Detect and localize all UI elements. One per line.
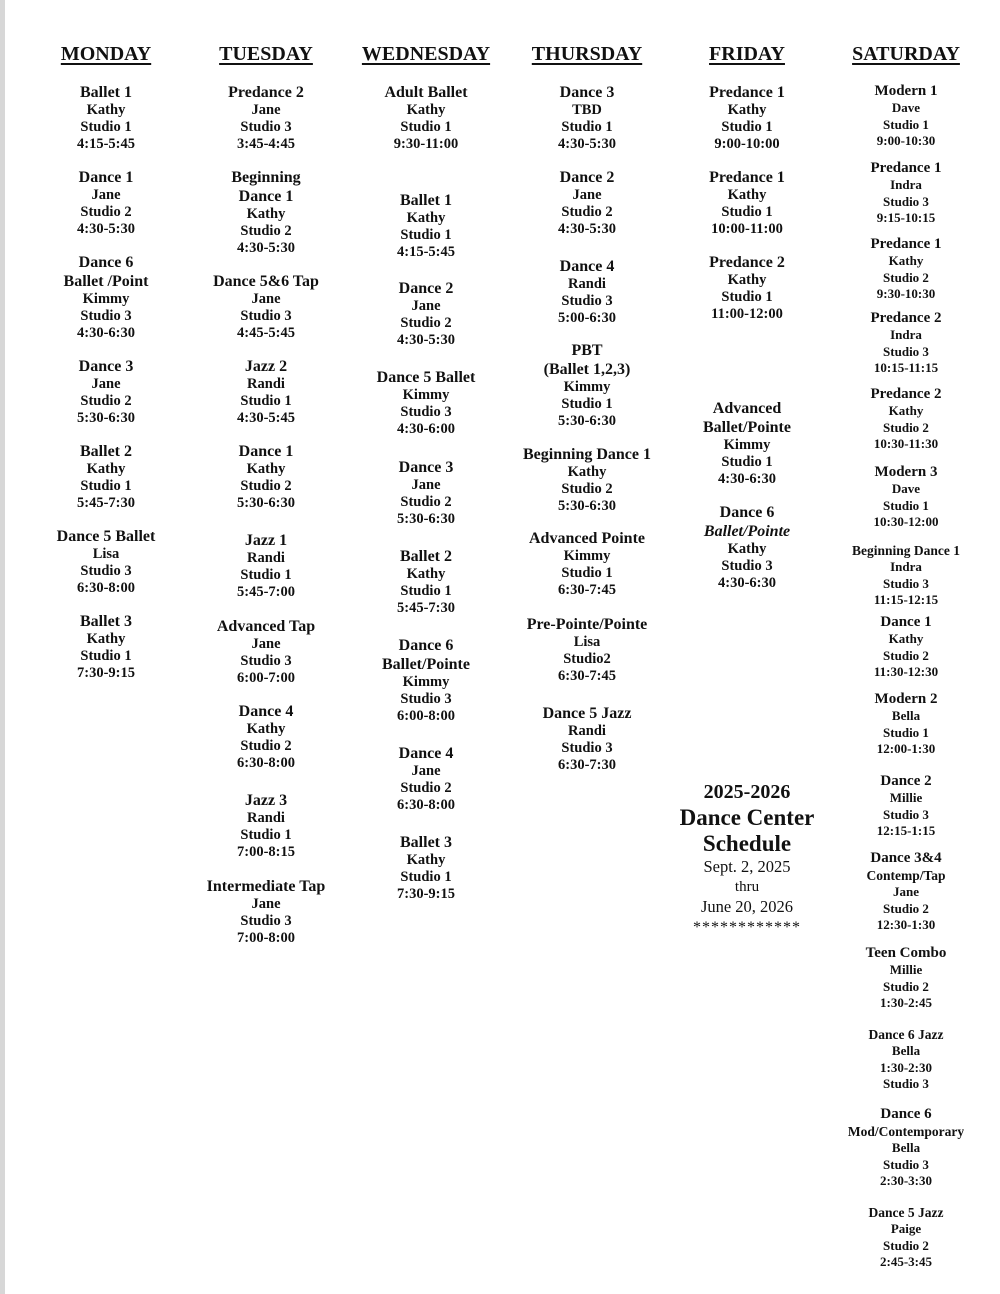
class-block: [512, 529, 662, 599]
class-instructor: Kimmy: [402, 674, 450, 690]
class-block: [682, 253, 812, 323]
class-title: Predance 1: [709, 84, 785, 101]
class-instructor: Kathy: [727, 272, 767, 288]
schedule-title-line2: Schedule: [702, 831, 792, 856]
class-room: Studio 3: [240, 653, 292, 669]
class-instructor: Jane: [411, 298, 441, 314]
class-title: Dance 3&4: [870, 850, 942, 866]
class-title: Jazz 2: [244, 358, 288, 375]
class-instructor: Jane: [411, 477, 441, 493]
class-block: [354, 458, 498, 528]
class-instructor: Bella: [891, 1043, 921, 1058]
class-block: [354, 368, 498, 438]
day-header-tuesday: TUESDAY: [219, 43, 313, 65]
class-title: Dance 4: [398, 745, 454, 762]
class-title: Dance 6 Jazz: [868, 1027, 944, 1042]
class-time: 4:30-6:00: [397, 421, 455, 437]
schedule-title-line1: Dance Center: [679, 805, 815, 830]
class-title: Beginning Dance 1: [851, 543, 960, 558]
class-instructor: Indra: [890, 559, 922, 574]
class-time: 11:00-12:00: [711, 306, 783, 322]
class-title: Pre-Pointe/Pointe: [526, 616, 648, 633]
class-title: Dance 6: [719, 504, 775, 521]
class-title: PBT: [571, 342, 603, 359]
class-subtitle: (Ballet 1,2,3): [543, 361, 631, 378]
class-instructor: Randi: [247, 810, 285, 826]
class-title: Ballet 1: [80, 84, 132, 101]
class-subtitle: Ballet/Pointe: [382, 656, 470, 673]
class-instructor: Jane: [893, 884, 919, 899]
class-title: Modern 2: [874, 691, 938, 707]
class-block: [512, 168, 662, 238]
class-instructor: Dave: [891, 481, 921, 496]
class-room: Studio 1: [80, 478, 132, 494]
class-title: Intermediate Tap: [206, 878, 326, 895]
class-room: Studio 2: [883, 647, 929, 663]
class-subtitle: Ballet/Pointe: [703, 523, 791, 540]
class-room: Studio 2: [240, 478, 292, 494]
class-room: Studio 1: [400, 869, 452, 885]
class-title: Dance 4: [559, 258, 615, 275]
class-time: 7:00-8:15: [237, 844, 295, 860]
class-time: 3:45-4:45: [237, 136, 295, 152]
class-time: 6:30-7:45: [558, 668, 616, 684]
class-instructor: Lisa: [92, 546, 120, 562]
class-instructor: Kathy: [86, 102, 126, 118]
class-title: Teen Combo: [865, 945, 947, 961]
class-instructor: Kimmy: [563, 548, 611, 564]
class-instructor: Kathy: [406, 210, 446, 226]
class-title: Dance 3: [559, 84, 615, 101]
class-time: 10:30-12:00: [873, 514, 939, 529]
class-room: Studio 3: [561, 293, 613, 309]
class-title: Dance 1: [880, 614, 932, 630]
class-room: Studio 3: [240, 119, 292, 135]
class-title: Predance 2: [709, 254, 785, 271]
class-instructor: Jane: [91, 376, 121, 392]
class-time: 5:45-7:00: [237, 584, 295, 600]
class-block: [836, 386, 976, 453]
class-block: [836, 945, 976, 1012]
class-block: [354, 83, 498, 153]
class-room: Studio 2: [240, 738, 292, 754]
class-instructor: Kimmy: [82, 291, 130, 307]
class-block: [40, 168, 172, 238]
class-time: 5:30-6:30: [558, 498, 616, 514]
schedule-year: 2025-2026: [703, 781, 791, 803]
class-time: 2:30-3:30: [880, 1173, 932, 1188]
class-time: 4:15-5:45: [397, 244, 455, 260]
class-time: 6:30-7:30: [558, 757, 616, 773]
class-title: Dance 1: [238, 443, 294, 460]
class-room: Studio 2: [883, 978, 929, 994]
class-title: Predance 2: [870, 310, 942, 326]
class-instructor: Randi: [568, 276, 606, 292]
class-block: [682, 399, 812, 488]
class-room: Studio 1: [240, 393, 292, 409]
class-title: Predance 1: [870, 160, 942, 176]
class-instructor: Bella: [891, 708, 921, 723]
class-room: Studio 1: [400, 227, 452, 243]
class-time: 4:30-6:30: [718, 471, 776, 487]
class-room: Studio 1: [561, 396, 613, 412]
class-room: Studio 3: [883, 806, 929, 822]
class-instructor: Kathy: [727, 541, 767, 557]
class-room: Studio 1: [883, 116, 929, 132]
class-instructor: Lisa: [573, 634, 601, 650]
class-instructor: Jane: [251, 291, 281, 307]
class-block: [512, 341, 662, 430]
class-block: [836, 160, 976, 227]
class-block: [836, 83, 976, 150]
class-instructor: Kimmy: [723, 437, 771, 453]
class-title: Dance 6: [880, 1106, 932, 1122]
class-block: [836, 1026, 976, 1093]
class-title: Ballet 1: [400, 192, 452, 209]
class-room: Studio 3: [883, 193, 929, 209]
class-block: [40, 357, 172, 427]
class-time: 4:15-5:45: [77, 136, 135, 152]
class-time: 4:30-5:45: [237, 410, 295, 426]
class-room: Studio 1: [721, 119, 773, 135]
class-block: [836, 691, 976, 758]
class-title: Advanced Tap: [216, 618, 316, 635]
class-room: Studio 3: [883, 343, 929, 359]
class-instructor: Jane: [91, 187, 121, 203]
class-title: Beginning Dance 1: [522, 446, 651, 463]
class-time: 11:30-12:30: [873, 664, 939, 679]
class-title: Dance 3: [398, 459, 454, 476]
class-title: Modern 3: [874, 464, 938, 480]
class-time: 4:30-6:30: [718, 575, 776, 591]
schedule-thru: thru: [734, 879, 760, 895]
class-instructor: Kathy: [246, 721, 286, 737]
class-title: Predance 2: [228, 84, 304, 101]
class-time: 7:30-9:15: [77, 665, 135, 681]
class-time: 4:30-5:30: [558, 136, 616, 152]
class-room: Studio 1: [561, 565, 613, 581]
class-instructor: Kathy: [406, 102, 446, 118]
class-instructor: Jane: [251, 102, 281, 118]
class-instructor: Kathy: [888, 253, 924, 268]
class-room: Studio 1: [883, 497, 929, 513]
class-block: [196, 357, 336, 427]
class-title: Dance 4: [238, 703, 294, 720]
class-block: [196, 83, 336, 153]
class-time: 12:30-1:30: [876, 917, 936, 932]
class-instructor: Bella: [891, 1140, 921, 1155]
class-block: [836, 1106, 976, 1190]
class-room: Studio 2: [400, 315, 452, 331]
class-title: Dance 6: [78, 254, 134, 271]
class-block: [354, 833, 498, 903]
class-instructor: Kimmy: [402, 387, 450, 403]
class-room: Studio 2: [80, 393, 132, 409]
class-room: Studio 3: [400, 691, 452, 707]
class-time: 6:30-8:00: [237, 755, 295, 771]
class-time: 5:30-6:30: [77, 410, 135, 426]
class-room: Studio 2: [400, 494, 452, 510]
class-block: [836, 773, 976, 840]
class-subtitle: Dance 1: [238, 188, 294, 205]
class-title: Advanced Pointe: [529, 530, 645, 547]
class-room: Studio 2: [883, 900, 929, 916]
class-time: 4:30-5:30: [558, 221, 616, 237]
class-time: 12:00-1:30: [876, 741, 936, 756]
class-block: [512, 615, 662, 685]
class-time: 6:30-8:00: [397, 797, 455, 813]
class-block: [196, 617, 336, 687]
class-instructor: Jane: [572, 187, 602, 203]
class-title: Dance 5 Ballet: [56, 528, 156, 545]
class-time: 12:15-1:15: [876, 823, 936, 838]
class-room: Studio 1: [240, 827, 292, 843]
class-instructor: Dave: [891, 100, 921, 115]
class-block: [40, 527, 172, 597]
class-room: Studio 1: [721, 204, 773, 220]
class-title: Jazz 3: [244, 792, 288, 809]
class-block: [354, 744, 498, 814]
schedule-start-date: Sept. 2, 2025: [703, 857, 791, 876]
class-block: [836, 310, 976, 377]
class-title: Ballet 3: [80, 613, 132, 630]
class-instructor: Kathy: [406, 852, 446, 868]
class-room: Studio 1: [80, 648, 132, 664]
class-subtitle: Mod/Contemporary: [847, 1124, 965, 1139]
class-time: 5:30-6:30: [397, 511, 455, 527]
class-block: [40, 442, 172, 512]
class-title: Dance 5 Ballet: [376, 369, 476, 386]
class-instructor: Millie: [889, 962, 923, 977]
class-room: Studio2: [563, 651, 611, 667]
schedule-end-date: June 20, 2026: [700, 897, 794, 916]
class-instructor: Millie: [889, 790, 923, 805]
class-time: 1:30-2:30: [880, 1059, 932, 1075]
day-header-friday: FRIDAY: [709, 43, 785, 65]
class-room: Studio 1: [721, 454, 773, 470]
class-time: 9:00-10:30: [876, 133, 936, 148]
class-title: Dance 6: [398, 637, 454, 654]
class-block: [836, 542, 976, 609]
class-room: Studio 2: [561, 204, 613, 220]
class-room: Studio 2: [400, 780, 452, 796]
class-instructor: Paige: [890, 1221, 922, 1236]
class-room: Studio 3: [883, 1156, 929, 1172]
page-left-edge: [0, 0, 5, 1294]
class-room: Studio 1: [400, 119, 452, 135]
class-instructor: Randi: [247, 550, 285, 566]
class-time: 2:45-3:45: [880, 1254, 932, 1269]
class-room: Studio 3: [400, 404, 452, 420]
class-title: Predance 1: [709, 169, 785, 186]
class-time: 6:00-7:00: [237, 670, 295, 686]
class-time: 6:30-7:45: [558, 582, 616, 598]
class-time: 4:30-5:30: [77, 221, 135, 237]
class-block: [836, 464, 976, 531]
class-instructor: Jane: [251, 636, 281, 652]
class-room: Studio 3: [883, 1076, 929, 1091]
class-room: Studio 2: [80, 204, 132, 220]
class-instructor: Indra: [890, 327, 922, 342]
class-block: [40, 83, 172, 153]
class-room: Studio 1: [561, 119, 613, 135]
class-block: [196, 877, 336, 947]
class-time: 5:30-6:30: [558, 413, 616, 429]
class-block: [354, 636, 498, 725]
class-block: [196, 791, 336, 861]
day-header-saturday: SATURDAY: [852, 43, 960, 65]
class-room: Studio 2: [883, 1237, 929, 1253]
class-instructor: Jane: [251, 896, 281, 912]
class-room: Studio 2: [240, 223, 292, 239]
class-title: Advanced: [712, 400, 782, 417]
class-title: Adult Ballet: [384, 84, 468, 101]
class-block: [354, 191, 498, 261]
class-instructor: Kathy: [86, 631, 126, 647]
class-time: 4:30-5:30: [237, 240, 295, 256]
class-time: 10:00-11:00: [711, 221, 783, 237]
class-time: 9:00-10:00: [714, 136, 780, 152]
class-instructor: Kathy: [567, 464, 607, 480]
class-title: Ballet 2: [400, 548, 452, 565]
class-block: [196, 702, 336, 772]
class-subtitle: Ballet /Point: [63, 273, 149, 290]
class-time: 9:15-10:15: [876, 210, 936, 225]
class-time: 4:30-6:30: [77, 325, 135, 341]
class-block: [196, 272, 336, 342]
class-title: Modern 1: [874, 83, 938, 99]
class-block: [40, 612, 172, 682]
class-title: Dance 5 Jazz: [868, 1205, 944, 1220]
class-room: Studio 2: [883, 419, 929, 435]
class-time: 6:00-8:00: [397, 708, 455, 724]
class-time: 5:00-6:30: [558, 310, 616, 326]
class-title: Dance 3: [78, 358, 134, 375]
class-instructor: Kathy: [246, 206, 286, 222]
class-title: Dance 5&6 Tap: [213, 273, 319, 290]
day-header-wednesday: WEDNESDAY: [361, 43, 491, 65]
stars-divider: ************: [693, 919, 801, 936]
class-time: 6:30-8:00: [77, 580, 135, 596]
class-time: 7:00-8:00: [237, 930, 295, 946]
class-block: [40, 253, 172, 342]
class-room: Studio 1: [883, 724, 929, 740]
class-subtitle: Contemp/Tap: [866, 868, 946, 883]
class-block: [354, 547, 498, 617]
class-time: 4:45-5:45: [237, 325, 295, 341]
class-subtitle: Ballet/Pointe: [703, 419, 791, 436]
class-title: Beginning: [231, 169, 301, 186]
class-title: Dance 2: [880, 773, 932, 789]
class-room: Studio 1: [721, 289, 773, 305]
class-time: 5:30-6:30: [237, 495, 295, 511]
class-title: Dance 1: [78, 169, 134, 186]
class-room: Studio 1: [400, 583, 452, 599]
class-room: Studio 3: [80, 563, 132, 579]
class-block: [682, 168, 812, 238]
class-time: 11:15-12:15: [873, 592, 939, 607]
class-block: [196, 531, 336, 601]
class-room: Studio 3: [721, 558, 773, 574]
class-instructor: Kathy: [888, 631, 924, 646]
class-time: 5:45-7:30: [77, 495, 135, 511]
class-block: [512, 257, 662, 327]
class-block: [512, 704, 662, 774]
class-title: Dance 5 Jazz: [542, 705, 632, 722]
class-block: [836, 1204, 976, 1271]
class-title: Dance 2: [559, 169, 615, 186]
class-room: Studio 1: [240, 567, 292, 583]
class-block: [682, 503, 812, 592]
class-block: [682, 83, 812, 153]
class-room: Studio 3: [80, 308, 132, 324]
class-title: Ballet 3: [400, 834, 452, 851]
class-room: Studio 3: [240, 308, 292, 324]
class-title: Predance 2: [870, 386, 942, 402]
class-instructor: TBD: [572, 102, 602, 118]
class-instructor: Jane: [411, 763, 441, 779]
class-instructor: Kathy: [406, 566, 446, 582]
class-room: Studio 2: [883, 269, 929, 285]
schedule-info: [672, 780, 822, 939]
day-header-thursday: THURSDAY: [531, 43, 643, 65]
class-time: 4:30-5:30: [397, 332, 455, 348]
class-room: Studio 3: [883, 575, 929, 591]
class-title: Dance 2: [398, 280, 454, 297]
day-header-monday: MONDAY: [60, 43, 152, 65]
class-instructor: Kathy: [86, 461, 126, 477]
class-instructor: Kathy: [888, 403, 924, 418]
class-instructor: Kathy: [727, 102, 767, 118]
class-time: 5:45-7:30: [397, 600, 455, 616]
class-time: 7:30-9:15: [397, 886, 455, 902]
class-time: 10:15-11:15: [873, 360, 939, 375]
class-instructor: Randi: [568, 723, 606, 739]
class-time: 9:30-10:30: [876, 286, 936, 301]
class-block: [512, 445, 662, 515]
class-room: Studio 3: [240, 913, 292, 929]
class-block: [836, 236, 976, 303]
class-title: Jazz 1: [244, 532, 288, 549]
class-time: 1:30-2:45: [880, 995, 932, 1010]
class-instructor: Randi: [247, 376, 285, 392]
class-title: Predance 1: [870, 236, 942, 252]
class-instructor: Kathy: [727, 187, 767, 203]
class-block: [836, 850, 976, 934]
class-time: 10:30-11:30: [873, 436, 939, 451]
class-time: 9:30-11:00: [393, 136, 459, 152]
class-block: [512, 83, 662, 153]
class-instructor: Indra: [890, 177, 922, 192]
class-title: Ballet 2: [80, 443, 132, 460]
class-block: [196, 168, 336, 257]
class-room: Studio 3: [561, 740, 613, 756]
class-instructor: Kathy: [246, 461, 286, 477]
class-instructor: Kimmy: [563, 379, 611, 395]
class-block: [196, 442, 336, 512]
class-block: [354, 279, 498, 349]
class-room: Studio 1: [80, 119, 132, 135]
class-room: Studio 2: [561, 481, 613, 497]
class-block: [836, 614, 976, 681]
